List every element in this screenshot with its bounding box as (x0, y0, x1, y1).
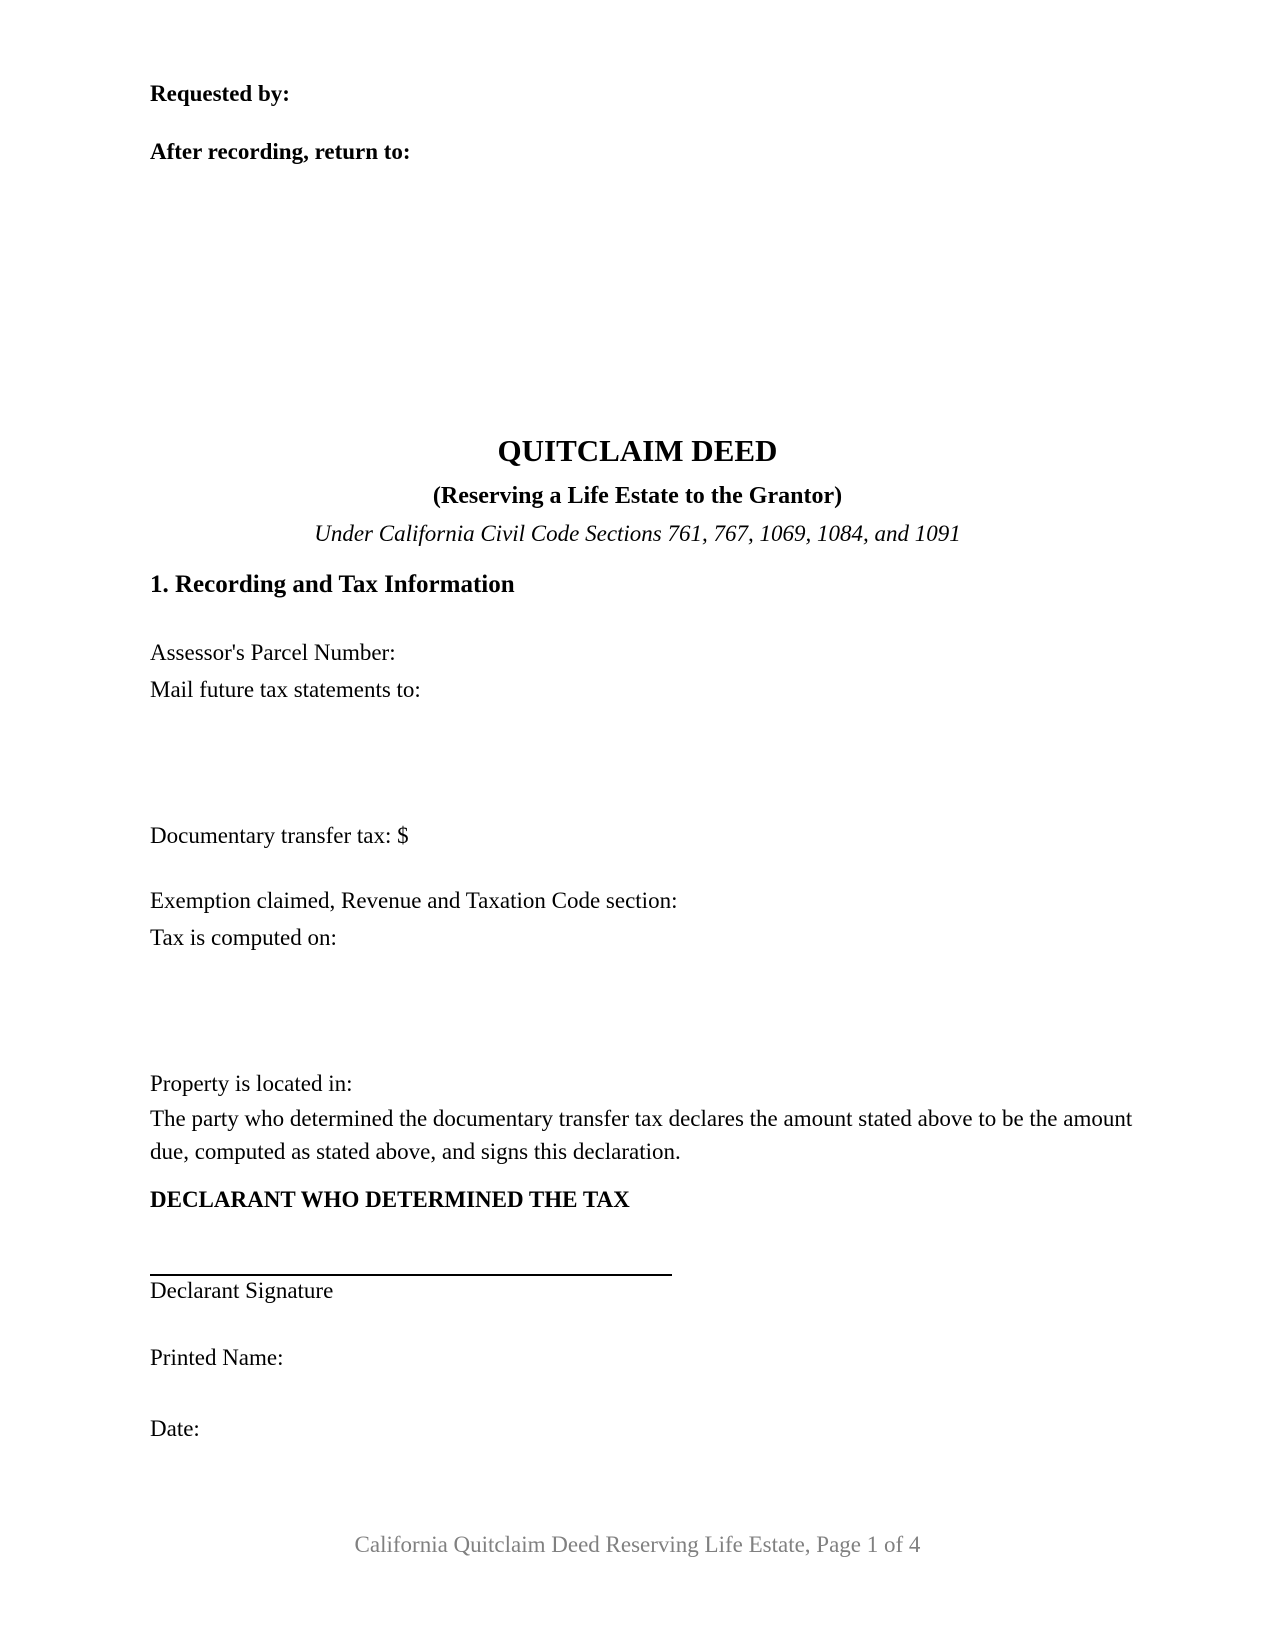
mail-tax-statements-label: Mail future tax statements to: (150, 677, 421, 702)
declaration-paragraph: The party who determined the documentary transfer tax declares the amount stated above to be the amount due, computed as stated above, and signs this declaration. (150, 1106, 1133, 1164)
declarant-signature-label: Declarant Signature (150, 1278, 334, 1303)
declarant-heading: DECLARANT WHO DETERMINED THE TAX (150, 1187, 630, 1212)
printed-name-label: Printed Name: (150, 1345, 284, 1370)
signature-line (150, 1274, 672, 1276)
exemption-label: Exemption claimed, Revenue and Taxation Code section: (150, 888, 678, 913)
date-label: Date: (150, 1416, 200, 1441)
document-title: QUITCLAIM DEED (497, 433, 778, 468)
transfer-tax-label: Documentary transfer tax: $ (150, 823, 409, 848)
tax-computed-label: Tax is computed on: (150, 925, 337, 950)
apn-label: Assessor's Parcel Number: (150, 640, 396, 665)
requested-by-label: Requested by: (150, 81, 290, 106)
section-heading-recording-tax: 1. Recording and Tax Information (150, 571, 515, 598)
code-reference: Under California Civil Code Sections 761, 767, 1069, 1084, and 1091 (314, 521, 961, 546)
property-located-label: Property is located in: (150, 1071, 353, 1096)
document-subtitle: (Reserving a Life Estate to the Grantor) (432, 483, 843, 509)
page-footer: California Quitclaim Deed Reserving Life Estate, Page 1 of 4 (354, 1532, 921, 1557)
return-to-label: After recording, return to: (150, 139, 411, 164)
